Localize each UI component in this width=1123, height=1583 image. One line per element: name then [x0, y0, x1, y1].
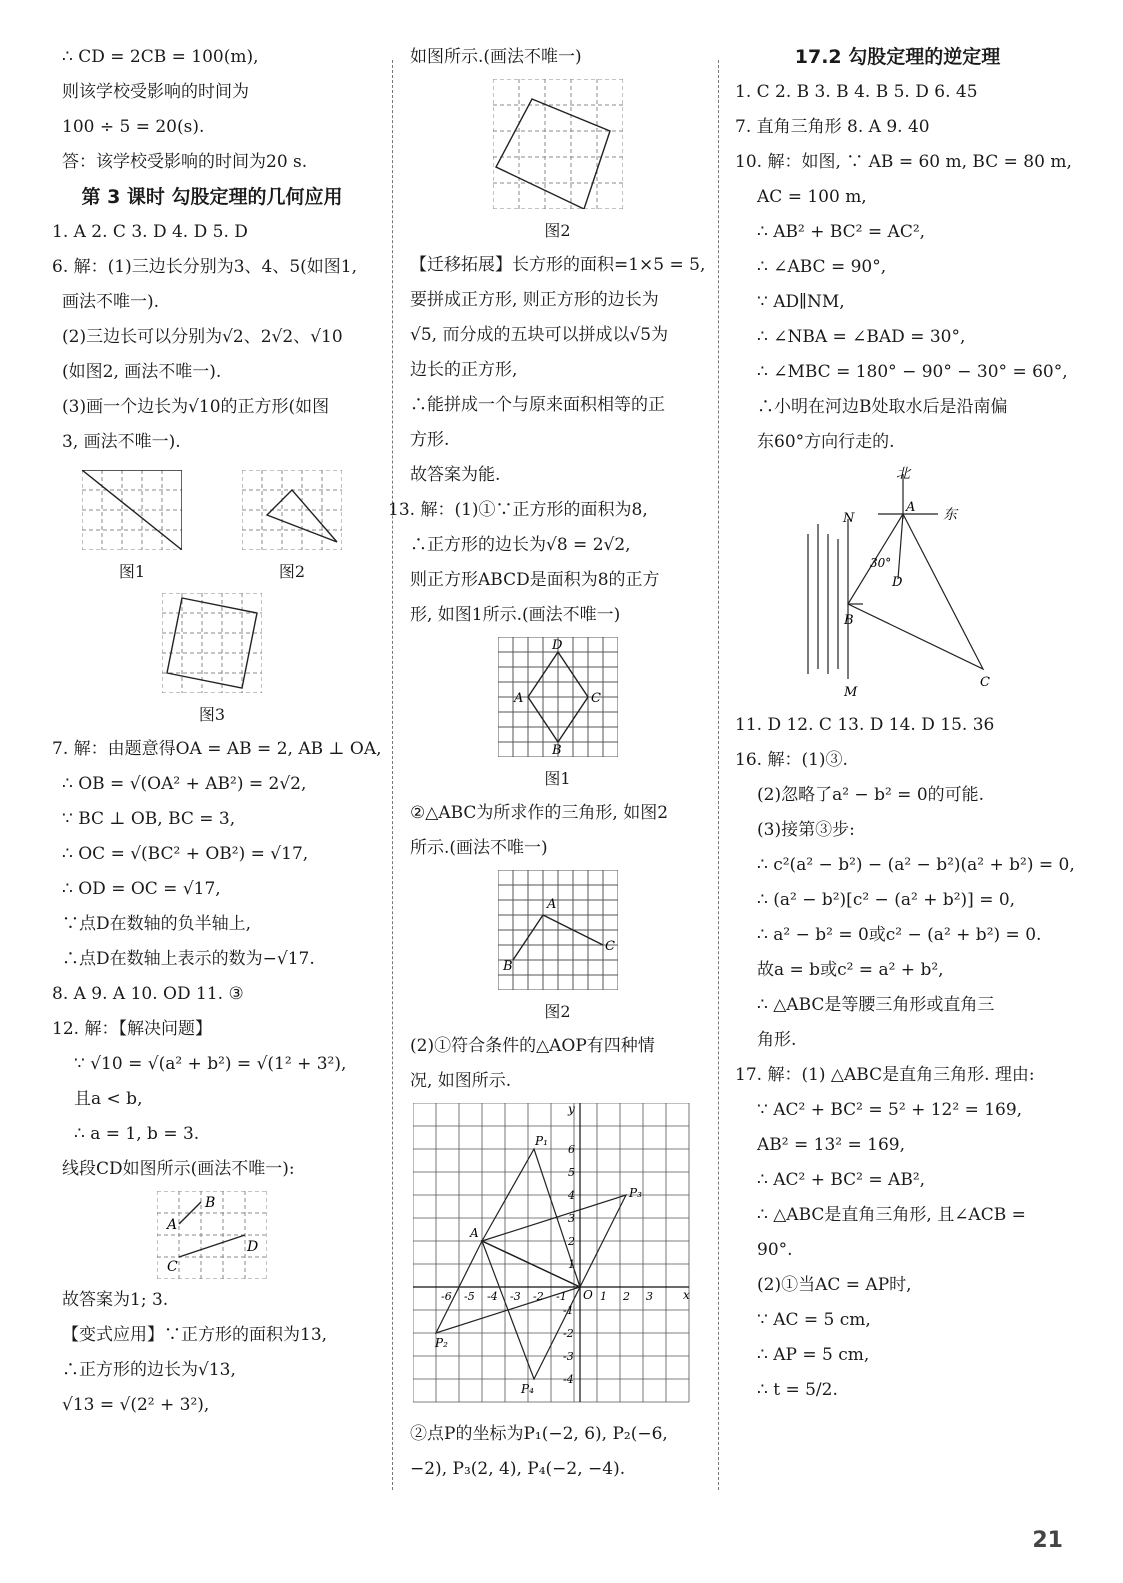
migrate-line: 故答案为能. — [410, 465, 501, 485]
q10-line: ∴ AB² + BC² = AC², — [757, 222, 926, 242]
point-m-label: M — [843, 685, 857, 700]
q13-line: 所示.(画法不唯一) — [410, 838, 548, 858]
point-p2-label: P₂ — [434, 1336, 448, 1350]
column-divider-2 — [718, 60, 719, 1490]
q6-figures-row — [52, 466, 372, 589]
q13-line: ②△ABC为所求作的三角形, 如图2 — [410, 803, 669, 823]
q16-line: (2)忽略了a² − b² = 0的可能. — [757, 785, 985, 805]
y-tick: -4 — [562, 1373, 574, 1386]
q12-tail-line: ∴正方形的边长为√13, — [62, 1360, 236, 1380]
q7-line: ∵ BC ⊥ OB, BC = 3, — [62, 809, 236, 829]
point-d-label: D — [891, 575, 902, 590]
point-p3-label: P₃ — [628, 1186, 642, 1200]
q12-tail-line: 【变式应用】∵正方形的面积为13, — [62, 1325, 328, 1345]
answer-line: 7. 直角三角形 8. A 9. 40 — [735, 117, 930, 137]
y-tick: 5 — [567, 1166, 575, 1179]
q6-figure-3 — [52, 593, 372, 732]
x-tick: -4 — [486, 1290, 498, 1303]
y-tick-labels — [563, 1143, 575, 1386]
x-tick: 3 — [645, 1290, 653, 1303]
q7-line: ∴ OD = OC = √17, — [62, 879, 221, 899]
q6-line: 3, 画法不唯一). — [62, 432, 181, 452]
label-b: B — [205, 1195, 216, 1211]
q6-figure-1 — [82, 466, 182, 589]
q16-line: 角形. — [757, 1030, 797, 1050]
q13-line: ∴正方形的边长为√8 = 2√2, — [410, 535, 631, 555]
q13-line: −2), P₃(2, 4), P₄(−2, −4). — [410, 1459, 626, 1479]
column-left — [52, 40, 382, 1423]
x-tick: 1 — [599, 1290, 607, 1303]
label-c: C — [167, 1259, 178, 1275]
y-tick: 3 — [567, 1212, 575, 1225]
q12-tail-line: 故答案为1; 3. — [62, 1290, 169, 1310]
x-tick: -6 — [440, 1290, 452, 1303]
figure-caption: 图2 — [278, 562, 306, 581]
q16-line: ∴ △ABC是等腰三角形或直角三 — [757, 995, 995, 1015]
label-d: D — [551, 638, 562, 653]
q17-line: ∴ △ABC是直角三角形, 且∠ACB = — [757, 1205, 1026, 1225]
q7-line: ∵点D在数轴的负半轴上, — [62, 914, 252, 934]
q16-line: 16. 解：(1)③. — [735, 750, 848, 770]
point-n-label: N — [842, 511, 854, 526]
q16-line: (3)接第③步: — [757, 820, 855, 840]
point-c-label: C — [979, 675, 990, 690]
y-tick: 2 — [567, 1235, 575, 1248]
figure-caption: 图3 — [198, 705, 226, 724]
x-tick-labels — [441, 1290, 653, 1303]
q16-line: ∴ a² − b² = 0或c² − (a² + b²) = 0. — [757, 925, 1042, 945]
label-d: D — [247, 1239, 259, 1255]
text-line: 则该学校受影响的时间为 — [62, 82, 249, 102]
q13-line: ②点P的坐标为P₁(−2, 6), P₂(−6, — [410, 1424, 668, 1444]
q12-line: ∵ √10 = √(a² + b²) = √(1² + 3²), — [74, 1054, 347, 1074]
answer-line: 1. C 2. B 3. B 4. B 5. D 6. 45 — [735, 82, 978, 102]
q13-line: 况, 如图所示. — [410, 1071, 512, 1091]
q7-line: ∴点D在数轴上表示的数为−√17. — [62, 949, 315, 969]
q17-line: ∴ AC² + BC² = AB², — [757, 1170, 926, 1190]
q6-line: (3)画一个边长为√10的正方形(如图 — [62, 397, 330, 417]
q7-line: ∴ OC = √(BC² + OB²) = √17, — [62, 844, 309, 864]
figure-caption: 图1 — [544, 769, 571, 788]
q17-line: AB² = 13² = 169, — [757, 1135, 905, 1155]
migrate-line: √5, 而分成的五块可以拼成以√5为 — [410, 325, 669, 345]
y-tick: 6 — [567, 1143, 575, 1156]
q12-line: 且a < b, — [74, 1089, 143, 1109]
river-figure — [735, 464, 1060, 704]
section-title: 17.2 勾股定理的逆定理 — [794, 46, 1001, 68]
point-b-label: B — [843, 613, 854, 628]
q6-line: (2)三边长可以分别为√2、2√2、√10 — [62, 327, 343, 347]
east-label: 东 — [942, 507, 957, 523]
q12-line: 线段CD如图所示(画法不唯一): — [62, 1159, 295, 1179]
q17-line: ∴ t = 5/2. — [757, 1380, 838, 1400]
x-tick: -2 — [532, 1290, 544, 1303]
answer-line: 1. A 2. C 3. D 4. D 5. D — [52, 222, 248, 242]
figure-caption: 图2 — [544, 1002, 571, 1021]
q13-line: 形, 如图1所示.(画法不唯一) — [410, 605, 621, 625]
q7-line: ∴ OB = √(OA² + AB²) = 2√2, — [62, 774, 307, 794]
q10-line: AC = 100 m, — [757, 187, 867, 207]
north-label: 北 — [895, 466, 910, 482]
q10-line: 10. 解：如图, ∵ AB = 60 m, BC = 80 m, — [735, 152, 1072, 172]
column-divider-1 — [392, 60, 393, 1490]
q12-line: 12. 解：【解决问题】 — [52, 1019, 212, 1039]
q7-line: 7. 解：由题意得OA = AB = 2, AB ⊥ OA, — [52, 739, 382, 759]
migrate-line: 方形. — [410, 430, 450, 450]
y-tick: -3 — [562, 1350, 574, 1363]
migrate-line: 边长的正方形, — [410, 360, 518, 380]
migrate-line: 要拼成正方形, 则正方形的边长为 — [410, 290, 659, 310]
segment-cd-figure — [52, 1191, 372, 1279]
x-tick: 2 — [622, 1290, 630, 1303]
q10-line: ∵ AD∥NM, — [757, 292, 845, 312]
q16-line: ∴ (a² − b²)[c² − (a² + b²)] = 0, — [757, 890, 1016, 910]
answer-line: 11. D 12. C 13. D 14. D 15. 36 — [735, 715, 995, 735]
q17-line: ∵ AC² + BC² = 5² + 12² = 169, — [757, 1100, 1023, 1120]
label-a: A — [513, 691, 523, 706]
figure-coordinate-grid — [410, 1103, 705, 1413]
figure-triangle-abc — [410, 870, 705, 1029]
q10-line: 东60°方向行走的. — [757, 432, 895, 452]
axis-y-label: y — [567, 1103, 575, 1116]
q13-line: (2)①符合条件的△AOP有四种情 — [410, 1036, 655, 1056]
point-a-label: A — [469, 1226, 479, 1240]
y-tick: -2 — [562, 1327, 574, 1340]
q10-line: ∴ ∠NBA = ∠BAD = 30°, — [757, 327, 966, 347]
origin-label: O — [582, 1288, 593, 1302]
page-number: 21 — [1032, 1528, 1063, 1553]
q16-line: ∴ c²(a² − b²) − (a² − b²)(a² + b²) = 0, — [757, 855, 1075, 875]
q13-line: 13. 解：(1)①∵正方形的面积为8, — [388, 500, 648, 520]
q6-line: 画法不唯一). — [62, 292, 160, 312]
q17-line: 90°. — [757, 1240, 793, 1260]
text-line: 答：该学校受影响的时间为20 s. — [62, 152, 308, 172]
q6-line: 6. 解：(1)三边长分别为3、4、5(如图1, — [52, 257, 358, 277]
q10-line: ∴小明在河边B处取水后是沿南偏 — [757, 397, 1008, 417]
answer-line: 8. A 9. A 10. OD 11. ③ — [52, 984, 244, 1004]
column-right — [735, 40, 1075, 1408]
label-b: B — [502, 959, 513, 974]
q17-line: 17. 解：(1) △ABC是直角三角形. 理由: — [735, 1065, 1035, 1085]
x-tick: -1 — [555, 1290, 567, 1303]
y-tick: 1 — [567, 1258, 575, 1271]
y-tick: 4 — [567, 1189, 575, 1202]
section-title: 第 3 课时 勾股定理的几何应用 — [81, 186, 343, 208]
q12-line: ∴ a = 1, b = 3. — [74, 1124, 200, 1144]
q13-line: 则正方形ABCD是面积为8的正方 — [410, 570, 660, 590]
label-c: C — [590, 691, 601, 706]
label-a: A — [546, 897, 556, 912]
figure-square-sqrt5 — [410, 79, 705, 248]
q6-line: (如图2, 画法不唯一). — [62, 362, 222, 382]
label-a: A — [167, 1217, 178, 1233]
text-line: ∴ CD = 2CB = 100(m), — [62, 47, 259, 67]
point-p1-label: P₁ — [534, 1134, 548, 1148]
column-middle — [388, 40, 706, 1487]
x-tick: -3 — [509, 1290, 521, 1303]
migrate-line: ∴能拼成一个与原来面积相等的正 — [410, 395, 665, 415]
q16-line: 故a = b或c² = a² + b², — [757, 960, 944, 980]
text-line: 100 ÷ 5 = 20(s). — [62, 117, 205, 137]
migrate-line: 【迁移拓展】长方形的面积=1×5 = 5, — [410, 255, 706, 275]
q12-tail-line: √13 = √(2² + 3²), — [62, 1395, 210, 1415]
y-tick: -1 — [562, 1304, 574, 1317]
figure-square-abcd — [410, 637, 705, 796]
angle-label: 30° — [869, 556, 891, 570]
point-a-label: A — [905, 500, 915, 515]
q10-line: ∴ ∠ABC = 90°, — [757, 257, 887, 277]
q10-line: ∴ ∠MBC = 180° − 90° − 30° = 60°, — [757, 362, 1068, 382]
point-p4-label: P₄ — [520, 1382, 534, 1396]
figure-caption: 图1 — [118, 562, 146, 581]
q17-line: (2)①当AC = AP时, — [757, 1275, 912, 1295]
text-line: 如图所示.(画法不唯一) — [410, 47, 582, 67]
q6-figure-2 — [242, 466, 342, 589]
x-tick: -5 — [463, 1290, 475, 1303]
axis-x-label: x — [682, 1288, 690, 1302]
figure-caption: 图2 — [544, 221, 571, 240]
q17-line: ∵ AC = 5 cm, — [757, 1310, 871, 1330]
q17-line: ∴ AP = 5 cm, — [757, 1345, 870, 1365]
label-c: C — [604, 939, 615, 954]
label-b: B — [551, 743, 562, 757]
